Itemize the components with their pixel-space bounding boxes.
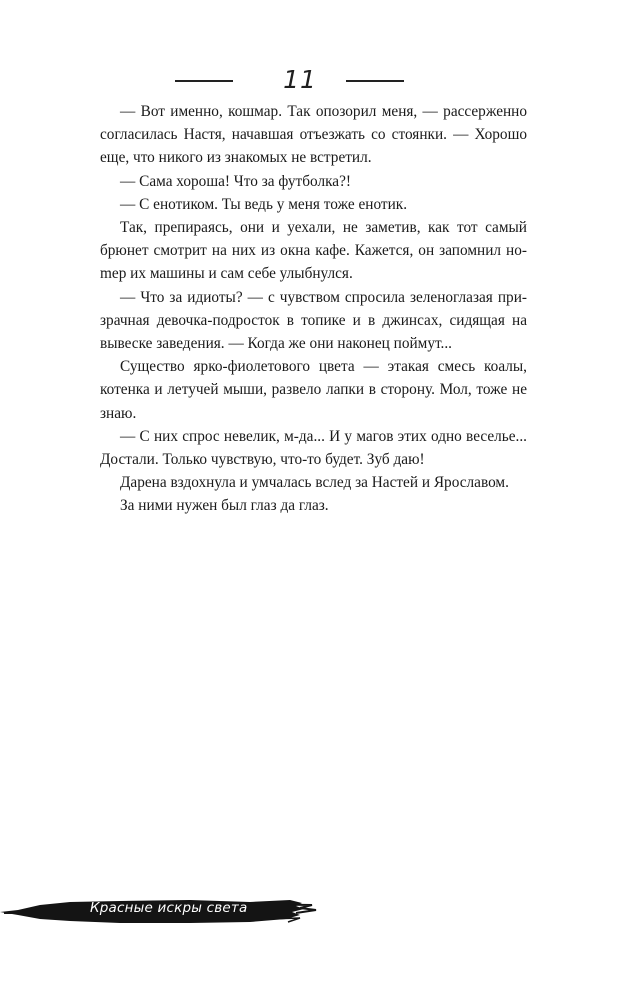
paragraph: Существо ярко-фиолетового цвета — этакая смесь коалы, котенка и летучей мыши, развело лапки в сторону. Мол, тоже не знаю. [100,358,527,422]
paragraph: — Вот именно, кошмар. Так опозорил меня, — рассерженно согласилась Настя, начавшая отъезжать со стоянки. — Хорошо еще, что никого из знакомых не встретил. [100,103,527,167]
book-title: Красные искры света [90,900,248,916]
header-rule-right [346,80,404,82]
page-number: 11 [283,65,317,94]
body-text [100,100,527,518]
paragraph: — С енотиком. Ты ведь у меня тоже енотик. [120,195,408,213]
paragraph: — Что за идиоты? — с чувством спросила зеленоглазая призрачная девочка-подросток в топике и в джинсах, сидящая на вывеске заведения. — Когда же они наконец поймут... [100,288,527,353]
paragraph: Дарена вздохнула и умчалась вслед за Настей и Ярославом. [120,474,509,492]
paragraph: За ними нужен был глаз да глаз. [120,497,329,515]
page-header [0,62,619,98]
header-rule-left [175,80,233,82]
paragraph: Так, препираясь, они и уехали, не заметив, как тот самый брюнет смотрит на них из окна кафе. Кажется, он запомнил ноmер их машины и сам себе улыбнулся. [100,219,527,283]
footer-book-title-banner [0,892,320,932]
paragraph: — Сама хороша! Что за футболка?! [120,172,351,190]
paragraph: — С них спрос невелик, м-да... И у магов этих одно веселье... Достали. Только чувствую, что-то будет. Зуб даю! [100,427,527,469]
